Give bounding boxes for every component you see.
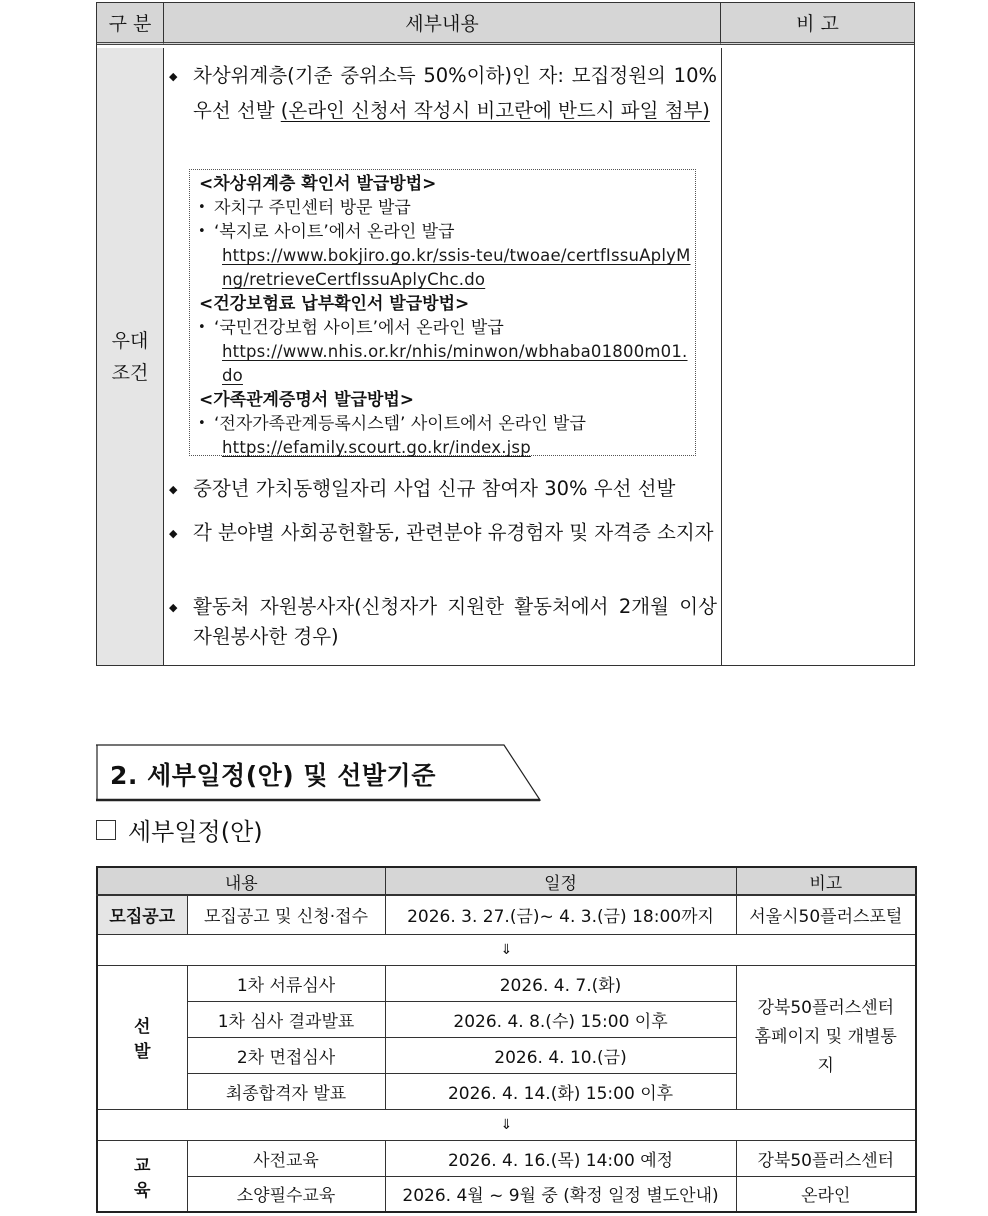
recruit-date: 2026. 3. 27.(금)~ 4. 3.(금) 18:00까지 <box>385 895 736 934</box>
education-date: 2026. 4월 ~ 9월 중 (확정 일정 별도안내) <box>385 1176 736 1212</box>
recruit-item: 모집공고 및 신청·접수 <box>187 895 385 934</box>
nhis-link[interactable]: https://www.nhis.or.kr/nhis/minwon/wbhaba01800m01.do <box>222 342 688 385</box>
bokjiro-link[interactable]: https://www.bokjiro.go.kr/ssis-teu/twoae/certfIssuAplyMng/retrieveCertfIssuAplyChc.do <box>222 246 691 289</box>
box-list-item: • ‘전자가족관계등록시스템’ 사이트에서 온라인 발급 <box>198 412 695 436</box>
list-item <box>169 592 717 652</box>
education-item: 사전교육 <box>187 1140 385 1176</box>
recruit-note: 서울시50플러스포털 <box>736 895 916 934</box>
selection-item: 1차 서류심사 <box>187 965 385 1001</box>
selection-date: 2026. 4. 14.(화) 15:00 이후 <box>385 1073 736 1109</box>
header-details: 세부내용 <box>164 3 721 45</box>
item-text: 활동처 자원봉사자(신청자가 지원한 활동처에서 2개월 이상 자원봉사한 경우) <box>193 595 717 648</box>
issuance-methods-box <box>189 169 696 456</box>
selection-date: 2026. 4. 7.(화) <box>385 965 736 1001</box>
header-note: 비고 <box>736 867 916 895</box>
down-arrow-icon: ⇓ <box>97 1109 916 1140</box>
category-cell <box>97 48 164 665</box>
diamond-bullet-icon: ◆ <box>169 483 178 496</box>
efamily-link[interactable]: https://efamily.scourt.go.kr/index.jsp <box>222 438 531 457</box>
list-item <box>169 518 717 548</box>
box-list-item: • ‘국민건강보험 사이트’에서 온라인 발급 <box>198 316 695 340</box>
box-heading: <건강보험료 납부확인서 발급방법> <box>199 294 470 314</box>
item-text: 중장년 가치동행일자리 사업 신규 참여자 30% 우선 선발 <box>193 477 676 500</box>
header-category: 구 분 <box>97 3 164 45</box>
down-arrow-icon: ⇓ <box>97 934 916 965</box>
selection-item: 최종합격자 발표 <box>187 1073 385 1109</box>
schedule-table <box>96 866 917 1213</box>
recruit-category: 모집공고 <box>97 895 187 934</box>
selection-item: 2차 면접심사 <box>187 1037 385 1073</box>
education-item: 소양필수교육 <box>187 1176 385 1212</box>
header-note: 비 고 <box>721 3 914 45</box>
selection-date: 2026. 4. 8.(수) 15:00 이후 <box>385 1001 736 1037</box>
list-item <box>169 471 717 506</box>
eligibility-table <box>96 2 915 666</box>
item-underlined-note: (온라인 신청서 작성시 비고란에 반드시 파일 첨부) <box>280 99 710 122</box>
section-heading <box>96 744 542 802</box>
education-note: 온라인 <box>736 1176 916 1212</box>
box-list-item: • ‘복지로 사이트’에서 온라인 발급 <box>198 220 695 244</box>
selection-category: 선 발 <box>97 965 187 1109</box>
item-text: 차상위계층(기준 중위소득 50%이하)인 자: 모집정원의 10% 우선 선발 <box>193 64 717 122</box>
header-content: 내용 <box>97 867 385 895</box>
header-schedule: 일정 <box>385 867 736 895</box>
selection-item: 1차 심사 결과발표 <box>187 1001 385 1037</box>
diamond-bullet-icon: ◆ <box>169 601 178 614</box>
diamond-bullet-icon: ◆ <box>169 527 178 540</box>
education-category: 교 육 <box>97 1140 187 1212</box>
list-item <box>169 58 717 128</box>
category-label: 우대 조건 <box>111 329 149 384</box>
section-title: 2. 세부일정(안) 및 선발기준 <box>110 761 436 790</box>
checkbox-square-icon <box>96 820 116 840</box>
education-note: 강북50플러스센터 <box>736 1140 916 1176</box>
box-heading: <차상위계층 확인서 발급방법> <box>199 174 437 194</box>
selection-note: 강북50플러스센터 홈페이지 및 개별통지 <box>736 965 916 1109</box>
subheading-label: 세부일정(안) <box>128 818 263 846</box>
selection-date: 2026. 4. 10.(금) <box>385 1037 736 1073</box>
subheading <box>96 812 263 847</box>
item-text: 각 분야별 사회공헌활동, 관련분야 유경험자 및 자격증 소지자 <box>193 521 714 544</box>
box-list-item: • 자치구 주민센터 방문 발급 <box>198 196 695 220</box>
diamond-bullet-icon: ◆ <box>169 70 178 83</box>
column-divider <box>721 48 722 665</box>
education-date: 2026. 4. 16.(목) 14:00 예정 <box>385 1140 736 1176</box>
box-heading: <가족관계증명서 발급방법> <box>199 390 415 410</box>
